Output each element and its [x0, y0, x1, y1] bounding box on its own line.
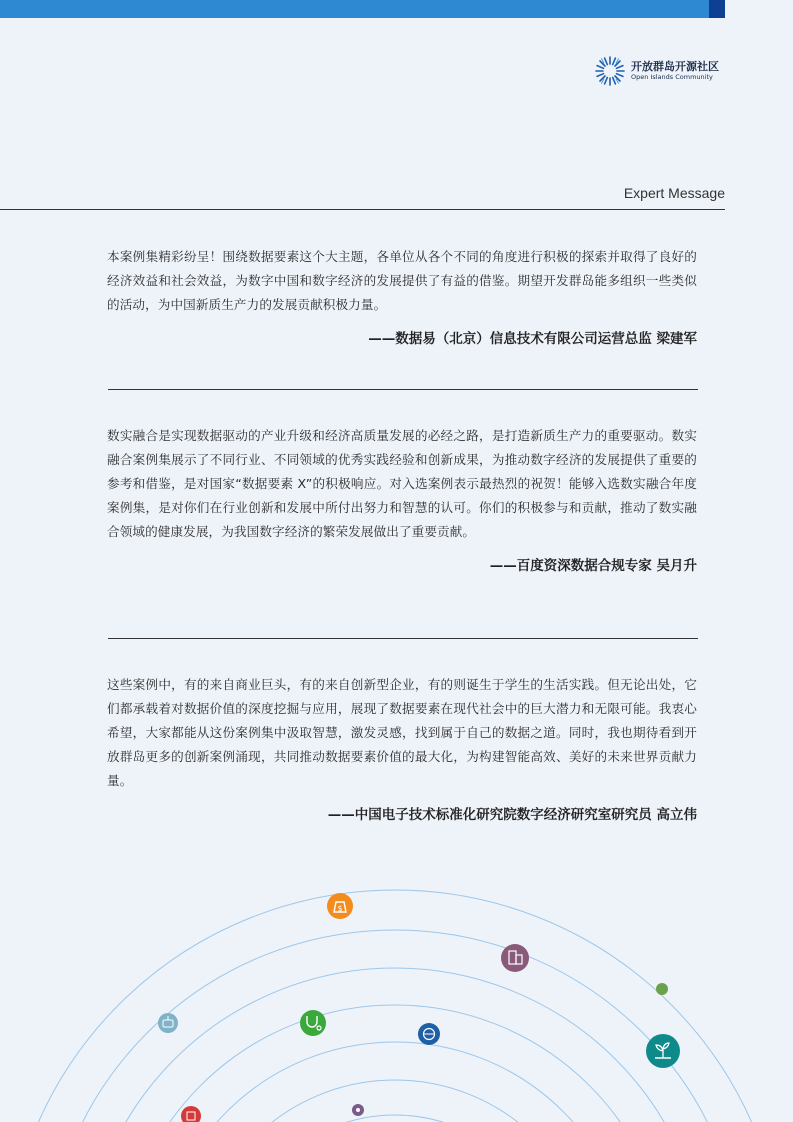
section-label: Expert Message [623, 185, 725, 201]
quote-text: 本案例集精彩纷呈！围绕数据要素这个大主题，各单位从各个不同的角度进行积极的探索并取得了良好的经济效益和社会效益，为数字中国和数字经济的发展提供了有益的借鉴。期望开发群岛能多组织一些类似的活动，为中国新质生产力的发展贡献积极力量。 [107, 249, 697, 312]
globe-icon [418, 1023, 440, 1045]
bank-icon [181, 1106, 201, 1122]
orbit-illustration [0, 850, 793, 1122]
attribution-name: 吴月升 [656, 558, 697, 574]
attribution-name: 高立伟 [656, 807, 697, 823]
small-dot-icon [352, 1104, 364, 1116]
quote-attribution [107, 803, 697, 823]
quote-block-1 [107, 245, 697, 347]
divider-2 [108, 638, 698, 639]
robot-icon [158, 1013, 178, 1033]
attribution-name: 梁建军 [656, 331, 697, 347]
quote-block-2 [107, 424, 697, 574]
divider-1 [108, 389, 698, 390]
quote-block-3 [107, 673, 697, 823]
money-bag-icon [327, 893, 353, 919]
community-logo [593, 54, 728, 88]
attribution-title: ——数据易（北京）信息技术有限公司运营总监 [368, 331, 652, 347]
attribution-title: ——百度资深数据合规专家 [489, 558, 652, 574]
quote-text: 这些案例中，有的来自商业巨头，有的来自创新型企业，有的则诞生于学生的生活实践。但无论出处，它们都承载着对数据价值的深度挖掘与应用，展现了数据要素在现代社会中的巨大潜力和无限可能。我衷心希望，大家都能从这份案例集中汲取智慧，激发灵感，找到属于自己的数据之道。同时，我也期待看到开放群岛更多的创新案例涌现，共同推动数据要素价值的最大化，为构建智能高效、美好的未来世界贡献力量。 [107, 677, 697, 788]
stethoscope-icon [300, 1010, 326, 1036]
dot-icon [656, 983, 668, 995]
section-label-rule [0, 209, 725, 210]
plant-icon [646, 1034, 680, 1068]
orbit-rings [5, 890, 785, 1122]
sunburst-logo-icon [593, 54, 627, 88]
quote-attribution [107, 327, 697, 347]
building-icon [501, 944, 529, 972]
top-accent-bar-end [709, 0, 725, 18]
logo-name-en: Open Islands Community [631, 73, 713, 81]
attribution-title: ——中国电子技术标准化研究院数字经济研究室研究员 [327, 807, 652, 823]
svg-text:$: $ [337, 904, 343, 913]
quote-attribution [107, 554, 697, 574]
top-accent-bar [0, 0, 725, 18]
quote-text: 数实融合是实现数据驱动的产业升级和经济高质量发展的必经之路，是打造新质生产力的重要驱动。数实融合案例集展示了不同行业、不同领域的优秀实践经验和创新成果，为推动数字经济的发展提供了重要的参考和借鉴，是对国家“数据要素 X”的积极响应。对入选案例表示最热烈的祝贺！能够入选数实融合年度案例集，是对你们在行业创新和发展中所付出努力和智慧的认可。你们的积极参与和贡献，推动了数实融合领域的健康发展，为我国数字经济的繁荣发展做出了重要贡献。 [107, 428, 697, 539]
logo-name-cn: 开放群岛开源社区 [631, 60, 719, 73]
